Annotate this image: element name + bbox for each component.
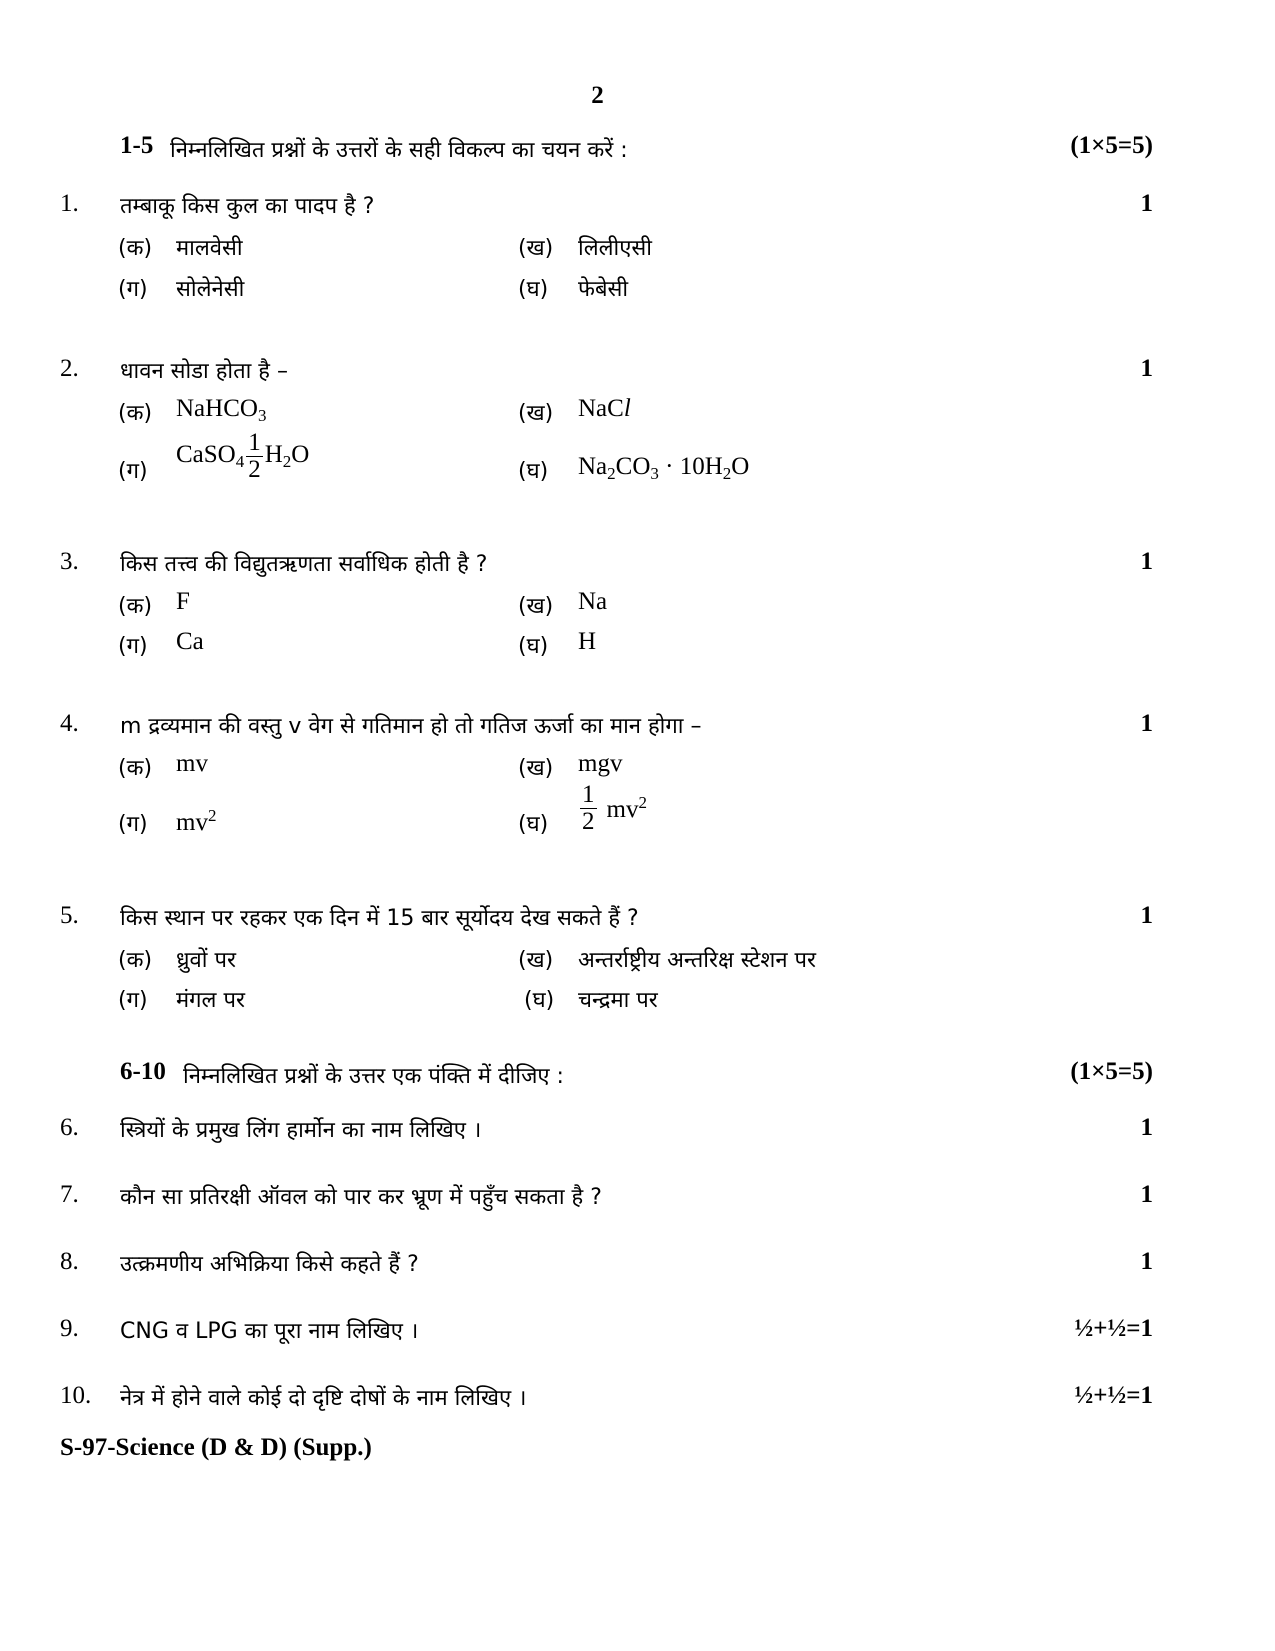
section-instruction: निम्नलिखित प्रश्नों के उत्तरों के सही विकल्प का चयन करें : [170,138,628,163]
question-marks: 1 [1140,1248,1153,1275]
section-instruction: निम्नलिखित प्रश्नों के उत्तर एक पंक्ति में दीजिए : [183,1064,564,1089]
option-label: (ग) [118,459,148,484]
question-marks: 1 [1140,902,1153,929]
question-text: नेत्र में होने वाले कोई दो दृष्टि दोषों के नाम लिखिए । [120,1386,527,1411]
section-range: 1-5 [120,132,154,159]
page-number: 2 [591,82,604,109]
formula-nahco3: NaHCO$_3$ [176,395,267,425]
option-label: (घ) [518,812,549,837]
option-label: (ग) [118,277,148,302]
question-number: 7. [60,1181,79,1208]
option-text: mgv [578,750,623,777]
question-text: CNG व LPG का पूरा नाम लिखिए । [120,1319,419,1344]
formula-na2co3: $Na_2CO_3 \cdot 10H_2O$ [578,453,750,483]
section-range: 6-10 [120,1058,166,1085]
paper-code-footer: S-97-Science (D & D) (Supp.) [60,1434,372,1461]
question-number: 6. [60,1114,79,1141]
question-number: 9. [60,1315,79,1342]
question-number: 3. [60,548,79,575]
option-text: F [176,588,190,615]
question-number: 1. [60,190,79,217]
option-label: (क) [118,756,153,781]
option-label: (घ) [518,459,549,484]
question-marks: 1 [1140,190,1153,217]
option-label: (ख) [518,594,554,619]
option-label: (क) [118,948,153,973]
option-text: मालवेसी [176,236,243,261]
question-marks: 1 [1140,355,1153,382]
question-number: 4. [60,710,79,737]
option-label: (ख) [518,756,554,781]
question-marks: 1 [1140,1114,1153,1141]
formula-half-mv2: $\frac{1}{2}$ $mv^2$ [582,781,647,835]
option-label: (क) [118,401,153,426]
option-text: चन्द्रमा पर [578,988,658,1013]
question-text: कौन सा प्रतिरक्षी ऑवल को पार कर भ्रूण में पहुँच सकता है ? [120,1185,602,1210]
option-text: सोलेनेसी [176,277,245,302]
option-text: mv [176,750,208,777]
question-number: 10. [60,1382,92,1409]
option-label: (ख) [518,948,554,973]
question-marks: ½+½=1 [1074,1382,1153,1409]
question-text: धावन सोडा होता है – [120,359,288,384]
question-text: तम्बाकू किस कुल का पादप है ? [120,194,375,219]
question-text: किस स्थान पर रहकर एक दिन में 15 बार सूर्योदय देख सकते हैं ? [120,906,639,931]
formula-nacl: NaCl [578,395,631,422]
option-label: (ग) [118,634,148,659]
option-label: (क) [118,236,153,261]
section-marks: (1×5=5) [1070,132,1153,159]
option-label: (ख) [518,401,554,426]
option-text: H [578,628,597,655]
question-text: किस तत्त्व की विद्युतऋणता सर्वाधिक होती है ? [120,552,488,577]
option-text: लिलीएसी [578,236,652,261]
option-text: अन्तर्राष्ट्रीय अन्तरिक्ष स्टेशन पर [578,948,817,973]
option-text: ध्रुवों पर [176,948,236,973]
option-label: (घ) [524,988,555,1013]
formula-caso4: CaSO$_4$ $\frac{1}{2}$ $H_2O$ [176,429,310,483]
option-label: (ग) [118,812,148,837]
question-marks: ½+½=1 [1074,1315,1153,1342]
option-text: मंगल पर [176,988,245,1013]
section-marks: (1×5=5) [1070,1058,1153,1085]
option-label: (ख) [518,236,554,261]
option-text: Ca [176,628,204,655]
option-text: Na [578,588,608,615]
question-text: m द्रव्यमान की वस्तु v वेग से गतिमान हो तो गतिज ऊर्जा का मान होगा – [120,714,702,739]
question-marks: 1 [1140,1181,1153,1208]
option-label: (क) [118,594,153,619]
question-number: 5. [60,902,79,929]
question-text: उत्क्रमणीय अभिक्रिया किसे कहते हैं ? [120,1252,419,1277]
question-number: 2. [60,355,79,382]
option-label: (घ) [518,634,549,659]
option-text: फेबेसी [578,277,629,302]
question-marks: 1 [1140,548,1153,575]
question-number: 8. [60,1248,79,1275]
option-label: (ग) [118,988,148,1013]
formula-mv2: $mv^2$ [176,806,217,836]
question-marks: 1 [1140,710,1153,737]
question-text: स्त्रियों के प्रमुख लिंग हार्मोन का नाम लिखिए । [120,1118,482,1143]
option-label: (घ) [518,277,549,302]
